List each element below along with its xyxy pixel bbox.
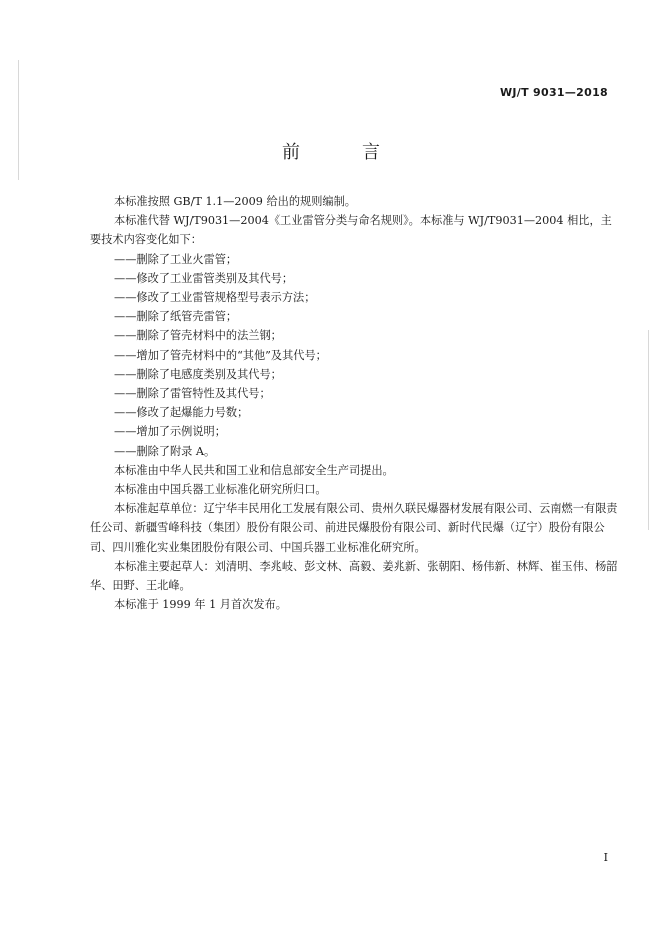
page-title: 前 言 [282,142,402,163]
change-item: ——增加了管壳材料中的“其他”及其代号； [114,348,327,362]
proposer-paragraph: 本标准由中华人民共和国工业和信息部安全生产司提出。 [114,463,394,477]
page-number: I [603,851,608,864]
change-item: ——删除了纸管壳雷管； [114,310,238,324]
change-item: ——删除了工业火雷管； [114,252,238,266]
scan-edge-mark [18,60,19,180]
standard-code: WJ/T 9031—2018 [499,86,608,99]
change-item: ——删除了雷管特性及其代号； [114,387,271,401]
change-item: ——修改了工业雷管规格型号表示方法； [114,291,316,305]
scan-edge-mark [648,330,649,530]
centralized-paragraph: 本标准由中国兵器工业标准化研究所归口。 [114,483,327,497]
change-item: ——删除了附录 A。 [114,444,216,458]
intro-paragraph: 本标准按照 GB/T 1.1—2009 给出的规则编制。 [114,195,356,208]
change-item: ——删除了电感度类别及其代号； [114,367,282,381]
document-body [90,192,620,614]
change-item: ——删除了管壳材料中的法兰钢； [114,329,282,343]
change-item: ——修改了工业雷管类别及其代号； [114,271,294,285]
change-item: ——增加了示例说明； [114,425,226,439]
change-item: ——修改了起爆能力号数； [114,406,249,420]
drafters-paragraph: 本标准主要起草人：刘清明、李兆岐、彭文林、高毅、姜兆新、张朝阳、杨伟新、林辉、崔玉伟、杨韶华、田野、王北峰。 [90,559,618,593]
first-publication-paragraph: 本标准于 1999 年 1 月首次发布。 [114,598,287,612]
drafting-units-paragraph: 本标准起草单位：辽宁华丰民用化工发展有限公司、贵州久联民爆器材发展有限公司、云南燃一有限责任公司、新疆雪峰科技（集团）股份有限公司、前进民爆股份有限公司、新时代民爆（辽宁）股份有限公司、四川雅化实业集团股份有限公司、中国兵器工业标准化研究所。 [90,502,618,554]
intro-paragraph: 本标准代替 WJ/T9031—2004《工业雷管分类与命名规则》。本标准与 WJ/T9031—2004 相比，主要技术内容变化如下： [90,214,612,247]
